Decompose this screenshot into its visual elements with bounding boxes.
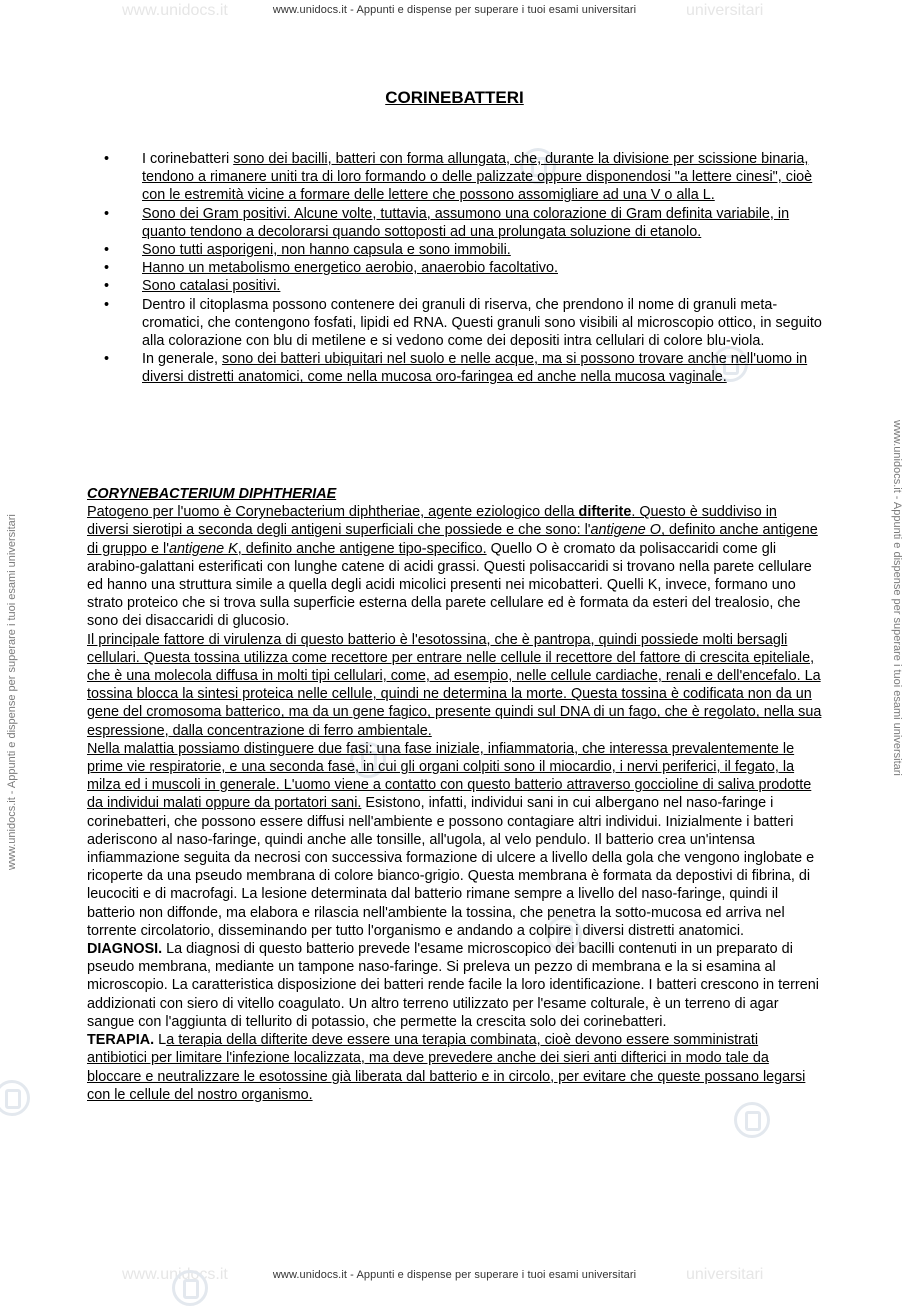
list-item: • Sono dei Gram positivi. Alcune volte, tuttavia, assumono una colorazione di Gram definita variabile, in quanto tendono a decolorarsi quando sottoposti ad una prolungata soluzione di etanolo. (142, 205, 832, 241)
watermark-logo-icon (734, 1102, 770, 1138)
left-side-watermark: www.unidocs.it - Appunti e dispense per superare i tuoi esami universitari (6, 514, 18, 870)
list-item: • Hanno un metabolismo energetico aerobio, anaerobio facoltativo. (142, 259, 832, 277)
ghost-watermark-word: universitari (686, 1266, 764, 1283)
paragraph-antigens-underlined: Patogeno per l'uomo è Corynebacterium diphtheriae, agente eziologico della difterite. Questo è suddiviso in diversi sierotipi a seconda degli antigeni superficiali che possiede e che sono: l'antigene O, definito anche antigene di gruppo e l'antigene K, definito anche antigene tipo-specifico. (87, 504, 818, 557)
section-heading: CORYNEBACTERIUM DIPHTHERIAE (87, 486, 337, 502)
watermark-logo-icon (0, 1080, 30, 1116)
therapy-label: TERAPIA. (87, 1032, 155, 1049)
ghost-watermark-site: www.unidocs.it (122, 1266, 228, 1283)
diphtheriae-section (87, 485, 822, 1104)
list-item: • I corinebatteri sono dei bacilli, batteri con forma allungata, che, durante la divisione per scissione binaria, tendono a rimanere uniti tra di loro formando o delle palizzate oppure disponendosi "a lettere cinesi", cioè con le estremità vicine a formare delle lettere che possono assomigliare ad una V o alla L. (142, 150, 832, 205)
list-item: • Sono catalasi positivi. (142, 277, 832, 295)
paragraph-disease: Nella malattia possiamo distinguere due fasi: una fase iniziale, infiammatoria, che interessa prevalentemente le prime vie respiratorie, e una seconda fase, in cui gli organi colpiti sono il miocardio, i nervi periferici, il fegato, la milza ed i muscoli in generale. L'uomo viene a contatto con questo batterio attraverso goccioline di saliva prodotte da individui malati oppure da portatori sani. Esistono, infatti, individui sani in cui albergano nel naso-faringe i corinebatteri, che possono essere diffusi nell'ambiente e possono contagiare altri individui. Inizialmente i batteri aderiscono al naso-faringe, quindi anche alle tonsille, all'ugola, al velo pendulo. Il batterio crea un'intensa infiammazione seguita da necrosi con successiva formazione di ulcere a livello della gola che vengono inglobate e ricoperte da una pseudo membrana di colore bianco-grigio. Questa membrana è formata da depostivi di fibrina, di leucociti e di macrofagi. La lesione determinata dal batterio rimane sempre a livello del naso-faringe, quindi il batterio non diffonde, ma elabora e rilascia nell'ambiente la tossina, che penetra la sotto-mucosa ed arriva nel torrente circolatorio, disseminando per tutto l'organismo e andando a colpire i diversi distretti anatomici. (87, 740, 815, 939)
characteristics-list (142, 150, 832, 387)
paragraph-diagnosis: DIAGNOSI. La diagnosi di questo batterio prevede l'esame microscopico dei bacilli contenuti in un preparato di pseudo membrana, mediante un tampone naso-faringe. Si preleva un pezzo di membrana e la si esamina al microscopio. La caratteristica disposizione dei batteri rende facile la loro identificazione. I batteri crescono in terreni addizionati con siero di vitello coagulato. Un altro terreno utilizzato per l'esame colturale, è un terreno di agar sangue con l'aggiunta di tellurito di potassio, che permette la crescita solo dei corinebatteri. (87, 941, 819, 1030)
right-side-watermark: www.unidocs.it - Appunti e dispense per superare i tuoi esami universitari (891, 420, 903, 776)
paragraph-toxin: Il principale fattore di virulenza di questo batterio è l'esotossina, che è pantropa, quindi possiede molti bersagli cellulari. Questa tossina utilizza come recettore per entrare nelle cellule il recettore del fattore di crescita epiteliale, che è una molecola diffusa in molti tipi cellulari, come, ad esempio, nelle cellule cardiache, renali e dell'encefalo. La tossina blocca la sintesi proteica nelle cellule, quindi ne determina la morte. Questa tossina è codificata non da un gene del cromosoma batterico, ma da un gene fagico, presente quindi sul DNA di un fago, che è regolato, nella sua espressione, dalla concentrazione di ferro ambientale. (87, 631, 822, 739)
paragraph-antigens: Patogeno per l'uomo è Corynebacterium diphtheriae, agente eziologico della difterite. Questo è suddiviso in diversi sierotipi a seconda degli antigeni superficiali che possiede e che sono: l'antigene O, definito anche antigene di gruppo e l'antigene K, definito anche antigene tipo-specifico. Quello O è cromato da polisaccaridi come gli arabino-galattani esterificati con lunghe catene di acidi grassi. Questi polisaccaridi si trovano nella parete cellulare ed hanno una struttura simile a quella degli acidi micolici presenti nei micobatteri. Quelli K, invece, formano uno strato proteico che si trova sulla superficie esterna della parete cellulare ed è formata da esteri del trealosio, che sono dei disaccaridi di glucosio. (87, 504, 818, 630)
list-item: • In generale, sono dei batteri ubiquitari nel suolo e nelle acque, ma si possono trovare anche nell'uomo in diversi distretti anatomici, come nella mucosa oro-faringea ed anche nella mucosa vaginale. (142, 350, 832, 386)
list-item: • Dentro il citoplasma possono contenere dei granuli di riserva, che prendono il nome di granuli meta-cromatici, che contengono fosfati, lipidi ed RNA. Questi granuli sono visibili al microscopio ottico, in seguito alla colorazione con blu di metilene e si vedono come dei depositi intra cellulari di colore blu-viola. (142, 296, 832, 351)
page-title: CORINEBATTERI (385, 88, 524, 107)
bottom-watermark-banner: www.unidocs.it - Appunti e dispense per superare i tuoi esami universitari (272, 1269, 637, 1281)
paragraph-therapy: TERAPIA. La terapia della difterite deve essere una terapia combinata, cioè devono essere somministrati antibiotici per limitare l'infezione localizzata, ma deve prevedere anche dei sieri anti difterici in modo tale da bloccare e neutralizzare le esotossine già liberata dal batterio e in circolo, per evitare che queste possano legarsi con le cellule del nostro organismo. (87, 1032, 806, 1103)
ghost-watermark-word: universitari (686, 2, 764, 19)
diagnosis-label: DIAGNOSI. (87, 941, 163, 958)
list-item: • Sono tutti asporigeni, non hanno capsula e sono immobili. (142, 241, 832, 259)
ghost-watermark-site: www.unidocs.it (122, 2, 228, 19)
top-watermark-banner: www.unidocs.it - Appunti e dispense per superare i tuoi esami universitari (272, 4, 637, 16)
